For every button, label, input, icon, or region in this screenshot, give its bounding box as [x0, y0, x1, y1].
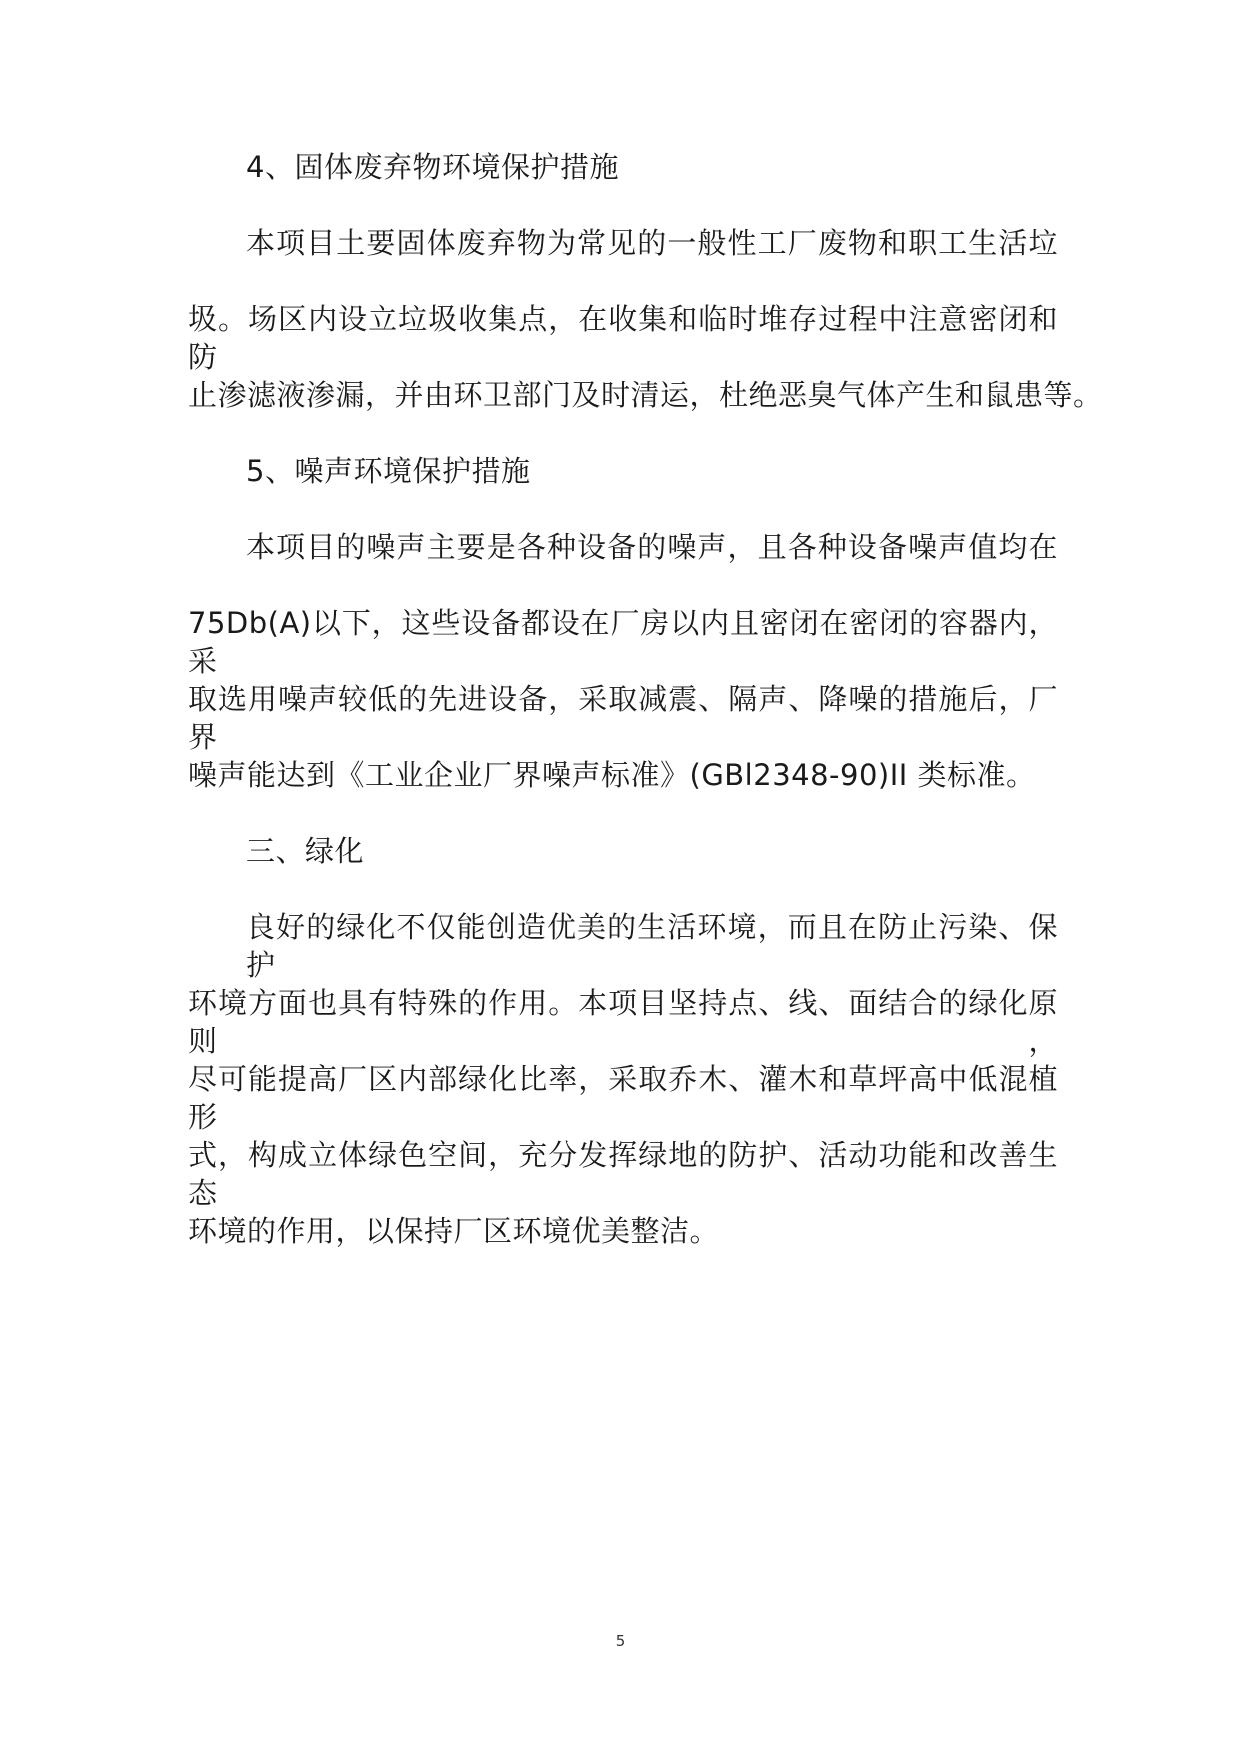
section-heading-greening: 三、绿化 — [246, 834, 365, 868]
section-heading-noise: 5、噪声环境保护措施 — [246, 454, 531, 488]
paragraph-line: 圾。场区内设立垃圾收集点，在收集和临时堆存过程中注意密闭和防 — [188, 302, 1058, 374]
paragraph-line: 本项目土要固体废弃物为常见的一般性工厂废物和职工生活垃 — [246, 226, 1058, 260]
paragraph-line: 75Db(A)以下，这些设备都设在厂房以内且密闭在密闭的容器内，采 — [188, 606, 1058, 678]
paragraph-line: 式，构成立体绿色空间，充分发挥绿地的防护、活动功能和改善生态 — [188, 1138, 1058, 1210]
paragraph-line: 环境的作用，以保持厂区环境优美整洁。 — [188, 1214, 720, 1248]
paragraph-line: 噪声能达到《工业企业厂界噪声标准》(GBl2348-90)II 类标准。 — [188, 758, 1036, 792]
document-body — [188, 148, 1103, 1288]
paragraph-line: 取选用噪声较低的先进设备，采取减震、隔声、降噪的措施后，厂界 — [188, 682, 1058, 754]
paragraph-line: 环境方面也具有特殊的作用。本项目坚持点、线、面结合的绿化原则， — [188, 986, 1058, 1058]
paragraph-line: 尽可能提高厂区内部绿化比率，采取乔木、灌木和草坪高中低混植形 — [188, 1062, 1058, 1134]
page-number: 5 — [615, 1632, 626, 1650]
paragraph-line: 止渗滤液渗漏，并由环卫部门及时清运，杜绝恶臭气体产生和鼠患等。 — [188, 378, 1103, 412]
paragraph-line: 本项目的噪声主要是各种设备的噪声，且各种设备噪声值均在 — [246, 530, 1058, 564]
section-heading-solid-waste: 4、固体废弃物环境保护措施 — [246, 150, 619, 184]
paragraph-line: 良好的绿化不仅能创造优美的生活环境，而且在防止污染、保护 — [246, 910, 1058, 982]
